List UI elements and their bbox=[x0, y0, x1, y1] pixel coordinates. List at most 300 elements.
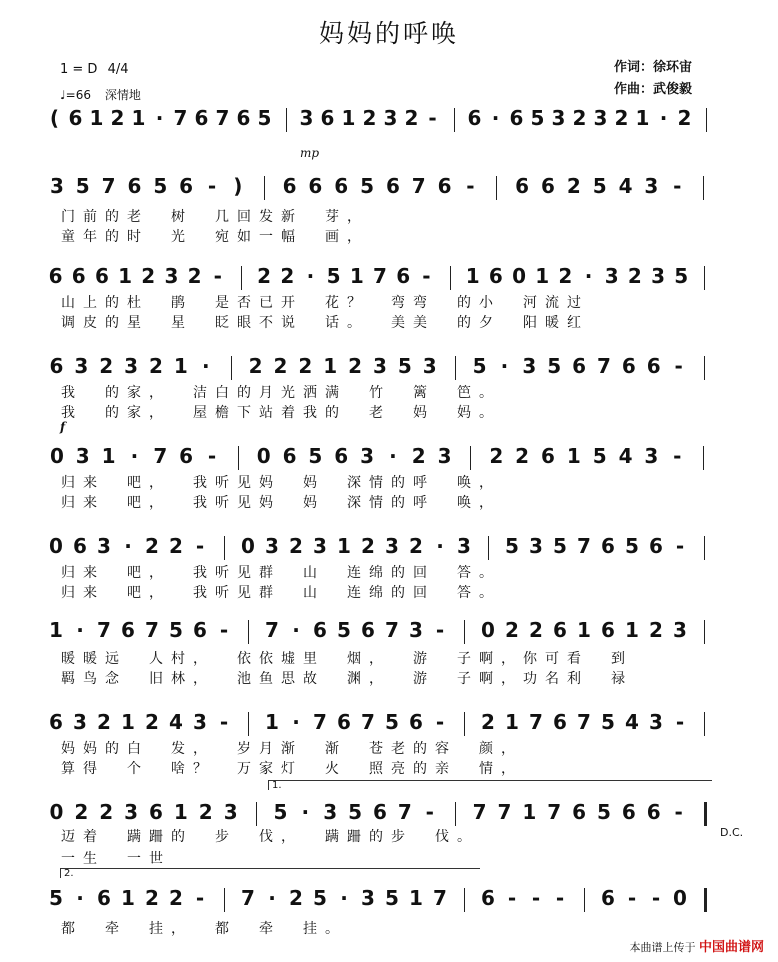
note: 7 bbox=[397, 800, 412, 824]
note: 2 bbox=[348, 354, 363, 378]
footer-brand: 中国曲谱网 bbox=[698, 940, 764, 955]
lyric-char: 家 bbox=[127, 405, 141, 421]
barline bbox=[450, 266, 451, 290]
note: · bbox=[292, 618, 300, 642]
lyric-char: ， bbox=[193, 671, 207, 687]
note: 6 bbox=[73, 534, 87, 558]
barline bbox=[488, 536, 489, 560]
barline bbox=[704, 712, 705, 736]
note: 2 bbox=[280, 264, 295, 288]
lyric-char: 的 bbox=[369, 829, 383, 845]
lyric-char: 白 bbox=[127, 741, 141, 757]
lyric-line bbox=[44, 918, 716, 936]
final-barline bbox=[704, 888, 707, 912]
note: - bbox=[651, 886, 661, 910]
note: 3 bbox=[457, 534, 471, 558]
note: 6 bbox=[572, 354, 587, 378]
lyric-char: 远 bbox=[105, 651, 119, 667]
barline bbox=[496, 176, 497, 200]
note: 1 bbox=[265, 710, 279, 734]
lyric-char: ， bbox=[149, 565, 163, 581]
lyric-char: 挂 bbox=[303, 921, 317, 937]
note: 6 bbox=[320, 106, 335, 130]
note: 1 bbox=[535, 264, 550, 288]
notation-row bbox=[44, 798, 716, 828]
note: 7 bbox=[577, 710, 591, 734]
lyric-char: 画 bbox=[325, 229, 339, 245]
lyric-char: 光 bbox=[171, 229, 185, 245]
lyric-char: 妈 bbox=[83, 741, 97, 757]
lyric-char: 幅 bbox=[281, 229, 295, 245]
lyric-char: 伐 bbox=[259, 829, 273, 845]
note: - bbox=[673, 174, 682, 198]
barline bbox=[248, 712, 249, 736]
lyric-char: 绵 bbox=[369, 565, 383, 581]
lyric-char: 家 bbox=[259, 761, 273, 777]
note: 3 bbox=[49, 174, 64, 198]
lyric-char: 一 bbox=[61, 851, 75, 867]
lyric-char: 照 bbox=[369, 761, 383, 777]
barline bbox=[703, 176, 704, 200]
composer-credit: 作曲：武俊毅 bbox=[614, 82, 693, 97]
note: 6 bbox=[334, 174, 349, 198]
note: 5 bbox=[308, 444, 323, 468]
lyric-char: 的 bbox=[457, 295, 471, 311]
note: 1 bbox=[118, 264, 133, 288]
note: 3 bbox=[313, 534, 327, 558]
notation-row bbox=[44, 442, 716, 472]
lyric-char: 妈 bbox=[259, 495, 273, 511]
lyric-char: 亮 bbox=[391, 761, 405, 777]
lyric-char: 的 bbox=[105, 741, 119, 757]
lyric-char: 我 bbox=[61, 405, 75, 421]
note: 6 bbox=[601, 534, 615, 558]
lyric-char: 看 bbox=[567, 651, 581, 667]
note: 2 bbox=[614, 106, 629, 130]
note: 0 bbox=[673, 886, 687, 910]
note: 6 bbox=[541, 174, 555, 198]
lyric-char: 故 bbox=[303, 671, 317, 687]
dynamic-mp: mp bbox=[300, 146, 320, 160]
lyric-char: 星 bbox=[127, 315, 141, 331]
lyric-char: 颜 bbox=[479, 741, 493, 757]
lyric-char: 不 bbox=[259, 315, 273, 331]
lyric-char: 深 bbox=[347, 475, 361, 491]
note: · bbox=[201, 354, 210, 378]
lyric-char: 回 bbox=[237, 209, 251, 225]
note: 1 bbox=[121, 886, 135, 910]
note: 5 bbox=[169, 618, 183, 642]
lyric-char: 得 bbox=[83, 761, 97, 777]
lyric-char: 。 bbox=[457, 829, 471, 845]
note: - bbox=[195, 534, 205, 558]
lyric-char: 灯 bbox=[281, 761, 295, 777]
note: 5 bbox=[505, 534, 519, 558]
dynamic-f: f bbox=[60, 420, 66, 434]
note: 6 bbox=[509, 106, 524, 130]
lyric-char: 牵 bbox=[105, 921, 119, 937]
note: 6 bbox=[313, 618, 327, 642]
lyric-char: 迈 bbox=[61, 829, 75, 845]
note: 6 bbox=[361, 618, 375, 642]
note: 0 bbox=[49, 800, 64, 824]
note: ) bbox=[233, 174, 243, 198]
lyric-char: 时 bbox=[127, 229, 141, 245]
lyric-char: ， bbox=[149, 585, 163, 601]
barline bbox=[464, 620, 465, 644]
lyric-char: 小 bbox=[479, 295, 493, 311]
lyric-char: 都 bbox=[215, 921, 229, 937]
note: - bbox=[213, 264, 222, 288]
note: 5 bbox=[674, 264, 689, 288]
lyric-char: 情 bbox=[369, 495, 383, 511]
note: 5 bbox=[547, 354, 562, 378]
lyric-char: 老 bbox=[391, 741, 405, 757]
lyric-char: 的 bbox=[105, 229, 119, 245]
lyric-char: 的 bbox=[413, 761, 427, 777]
lyric-char: 亲 bbox=[435, 761, 449, 777]
lyric-char: ， bbox=[501, 761, 515, 777]
lyric-char: 归 bbox=[61, 475, 75, 491]
note: - bbox=[673, 444, 682, 468]
note: 2 bbox=[505, 618, 519, 642]
note: 6 bbox=[541, 444, 555, 468]
note: · bbox=[584, 264, 593, 288]
lyric-char: 吧 bbox=[127, 475, 141, 491]
note: 6 bbox=[282, 444, 297, 468]
lyric-char: 的 bbox=[413, 741, 427, 757]
lyric-char: 子 bbox=[457, 671, 471, 687]
key-signature bbox=[60, 62, 129, 77]
lyric-line bbox=[44, 738, 716, 756]
lyric-char: 里 bbox=[303, 651, 317, 667]
note: 2 bbox=[169, 534, 183, 558]
note: 2 bbox=[481, 710, 495, 734]
barline bbox=[455, 802, 456, 826]
note: 2 bbox=[289, 886, 303, 910]
note: 6 bbox=[49, 710, 63, 734]
note: - bbox=[675, 710, 685, 734]
note: · bbox=[306, 264, 315, 288]
note: 1 bbox=[323, 354, 338, 378]
barline bbox=[224, 888, 225, 912]
lyric-line bbox=[44, 402, 716, 420]
lyric-char: 着 bbox=[83, 829, 97, 845]
note: - bbox=[207, 174, 217, 198]
lyric-char: 笆 bbox=[457, 385, 471, 401]
lyric-char: 夕 bbox=[479, 315, 493, 331]
note: 2 bbox=[257, 264, 272, 288]
note: 3 bbox=[651, 264, 666, 288]
barline bbox=[454, 108, 455, 132]
lyric-char: 岁 bbox=[237, 741, 251, 757]
note: 4 bbox=[169, 710, 183, 734]
lyric-char: ， bbox=[369, 671, 383, 687]
note: 3 bbox=[360, 444, 375, 468]
note: 3 bbox=[422, 354, 437, 378]
note: 2 bbox=[649, 618, 663, 642]
lyric-char: 满 bbox=[325, 385, 339, 401]
note: 7 bbox=[173, 106, 188, 130]
note: 2 bbox=[273, 354, 288, 378]
lyric-char: 山 bbox=[303, 565, 317, 581]
note: 6 bbox=[149, 800, 163, 824]
lyric-char: 连 bbox=[347, 565, 361, 581]
lyric-line bbox=[44, 758, 716, 776]
lyric-char: ， bbox=[171, 921, 185, 937]
lyric-char: 芽 bbox=[325, 209, 339, 225]
note: 6 bbox=[572, 800, 587, 824]
lyric-char: 归 bbox=[61, 495, 75, 511]
lyric-char: 红 bbox=[567, 315, 581, 331]
note: 6 bbox=[49, 354, 64, 378]
lyric-char: 深 bbox=[347, 495, 361, 511]
lyric-char: 说 bbox=[281, 315, 295, 331]
note: - bbox=[422, 264, 431, 288]
lyric-char: 人 bbox=[149, 651, 163, 667]
lyric-char: 归 bbox=[61, 585, 75, 601]
note: 5 bbox=[348, 800, 363, 824]
lyric-char: 发 bbox=[171, 741, 185, 757]
lyric-char: 依 bbox=[259, 651, 273, 667]
lyric-char: 的 bbox=[171, 829, 185, 845]
lyric-char: 世 bbox=[149, 851, 163, 867]
lyric-char: 万 bbox=[237, 761, 251, 777]
note: 7 bbox=[313, 710, 327, 734]
note: 3 bbox=[604, 264, 619, 288]
note: · bbox=[491, 106, 500, 130]
note: 2 bbox=[627, 264, 642, 288]
lyric-char: 群 bbox=[259, 565, 273, 581]
lyric-char: 挂 bbox=[149, 921, 163, 937]
lyric-char: 名 bbox=[545, 671, 559, 687]
dc-mark: D.C. bbox=[720, 826, 744, 839]
note: 5 bbox=[592, 444, 607, 468]
lyric-char: 话 bbox=[325, 315, 339, 331]
lyric-char: 容 bbox=[435, 741, 449, 757]
notation-row bbox=[44, 616, 716, 646]
note: 2 bbox=[187, 264, 202, 288]
lyric-char: 回 bbox=[413, 585, 427, 601]
note: 0 bbox=[512, 264, 526, 288]
note: - bbox=[674, 354, 683, 378]
note: 0 bbox=[241, 534, 255, 558]
note: 2 bbox=[298, 354, 313, 378]
note: 1 bbox=[173, 800, 188, 824]
lyric-char: 调 bbox=[61, 315, 75, 331]
note: 3 bbox=[383, 106, 398, 130]
lyric-char: ， bbox=[281, 829, 295, 845]
note: 1 bbox=[173, 354, 188, 378]
lyric-char: 听 bbox=[215, 585, 229, 601]
lyric-char: 老 bbox=[369, 405, 383, 421]
barline bbox=[231, 356, 232, 380]
final-barline bbox=[704, 802, 707, 826]
note: 5 bbox=[273, 800, 288, 824]
note: 3 bbox=[97, 534, 111, 558]
note: - bbox=[531, 886, 541, 910]
note: 5 bbox=[592, 174, 607, 198]
lyric-char: 绵 bbox=[369, 585, 383, 601]
lyric-char: 的 bbox=[105, 209, 119, 225]
barline bbox=[286, 108, 287, 132]
barline bbox=[238, 446, 239, 470]
lyric-char: 蹒 bbox=[325, 829, 339, 845]
note: 7 bbox=[241, 886, 255, 910]
note: 6 bbox=[121, 618, 135, 642]
lyric-char: 是 bbox=[215, 295, 229, 311]
lyric-char: 旧 bbox=[149, 671, 163, 687]
lyric-char: 唤 bbox=[457, 495, 471, 511]
note: 3 bbox=[124, 354, 139, 378]
note: 2 bbox=[169, 886, 183, 910]
note: 7 bbox=[153, 444, 168, 468]
note: 5 bbox=[553, 534, 567, 558]
lyric-char: 都 bbox=[61, 921, 75, 937]
note: 1 bbox=[101, 444, 116, 468]
lyric-char: 羁 bbox=[61, 671, 75, 687]
lyric-char: 的 bbox=[105, 385, 119, 401]
lyric-char: 着 bbox=[281, 405, 295, 421]
notation-row bbox=[44, 532, 716, 562]
lyric-char: 的 bbox=[391, 495, 405, 511]
lyric-char: 。 bbox=[479, 565, 493, 581]
note: 7 bbox=[529, 710, 543, 734]
note: 7 bbox=[497, 800, 512, 824]
lyric-line bbox=[44, 668, 716, 686]
lyricist-credit: 作词：徐环宙 bbox=[614, 60, 693, 75]
lyric-char: 答 bbox=[457, 565, 471, 581]
lyric-char: 月 bbox=[259, 741, 273, 757]
key-label: 1 = D bbox=[60, 62, 98, 77]
lyric-char: ， bbox=[193, 741, 207, 757]
note: - bbox=[627, 886, 637, 910]
lyric-char: 。 bbox=[479, 585, 493, 601]
lyric-char: 一 bbox=[127, 851, 141, 867]
lyric-char: 弯 bbox=[391, 295, 405, 311]
lyric-char: 几 bbox=[215, 209, 229, 225]
note: 3 bbox=[73, 710, 87, 734]
lyric-char: ， bbox=[347, 209, 361, 225]
note: 2 bbox=[289, 534, 303, 558]
notation-row bbox=[44, 884, 716, 914]
lyric-char: 前 bbox=[83, 209, 97, 225]
note: 6 bbox=[385, 174, 400, 198]
lyric-char: 来 bbox=[83, 495, 97, 511]
notation-row bbox=[44, 104, 716, 134]
lyric-char: 暖 bbox=[545, 315, 559, 331]
note: 3 bbox=[551, 106, 566, 130]
note: 6 bbox=[646, 354, 661, 378]
lyric-char: 我 bbox=[61, 385, 75, 401]
note: 5 bbox=[153, 174, 168, 198]
lyric-char: 光 bbox=[281, 385, 295, 401]
lyric-char: 渐 bbox=[325, 741, 339, 757]
lyric-char: 鱼 bbox=[259, 671, 273, 687]
lyric-char: 个 bbox=[127, 761, 141, 777]
note: 6 bbox=[409, 710, 423, 734]
note: 6 bbox=[553, 710, 567, 734]
lyric-char: 河 bbox=[523, 295, 537, 311]
lyric-char: ， bbox=[369, 651, 383, 667]
note: 1 bbox=[131, 106, 146, 130]
note: 3 bbox=[385, 534, 399, 558]
lyric-char: 皮 bbox=[83, 315, 97, 331]
lyric-char: 妈 bbox=[413, 405, 427, 421]
lyric-char: 我 bbox=[193, 475, 207, 491]
note: 2 bbox=[515, 444, 530, 468]
lyric-line bbox=[44, 206, 716, 224]
note: 5 bbox=[385, 886, 399, 910]
note: 6 bbox=[71, 264, 86, 288]
barline bbox=[704, 620, 705, 644]
lyric-char: 鹃 bbox=[171, 295, 185, 311]
lyric-char: 见 bbox=[237, 585, 251, 601]
note: 3 bbox=[265, 534, 279, 558]
lyric-char: 听 bbox=[215, 475, 229, 491]
lyric-char: 功 bbox=[523, 671, 537, 687]
note: 1 bbox=[409, 886, 423, 910]
note: 5 bbox=[257, 106, 272, 130]
note: 6 bbox=[94, 264, 109, 288]
note: 3 bbox=[373, 354, 387, 378]
note: 0 bbox=[481, 618, 495, 642]
notation-row bbox=[44, 352, 716, 382]
note: 2 bbox=[248, 354, 263, 378]
note: 6 bbox=[127, 174, 142, 198]
lyric-char: 吧 bbox=[127, 495, 141, 511]
lyric-char: 阳 bbox=[523, 315, 537, 331]
note: 7 bbox=[97, 618, 111, 642]
note: - bbox=[428, 106, 437, 130]
volta-2-label: 2. bbox=[64, 868, 74, 879]
lyric-char: 洒 bbox=[303, 385, 317, 401]
note: 0 bbox=[256, 444, 271, 468]
lyric-char: 唤 bbox=[457, 475, 471, 491]
lyric-char: 子 bbox=[457, 651, 471, 667]
note: 4 bbox=[618, 174, 633, 198]
note: 7 bbox=[385, 618, 399, 642]
lyric-char: ， bbox=[501, 651, 515, 667]
note: 2 bbox=[145, 710, 159, 734]
lyric-char: 情 bbox=[369, 475, 383, 491]
note: 1 bbox=[566, 444, 581, 468]
lyric-char: 的 bbox=[391, 565, 405, 581]
footer-text: 本曲谱上传于 bbox=[629, 941, 696, 954]
note: · bbox=[292, 710, 300, 734]
note: 7 bbox=[597, 354, 611, 378]
lyric-char: ， bbox=[347, 229, 361, 245]
lyric-char: 屋 bbox=[193, 405, 207, 421]
note: - bbox=[555, 886, 565, 910]
lyric-char: 牵 bbox=[259, 921, 273, 937]
lyric-char: 烟 bbox=[347, 651, 361, 667]
note: 2 bbox=[99, 354, 114, 378]
note: 2 bbox=[558, 264, 573, 288]
lyric-line bbox=[44, 826, 716, 844]
note: · bbox=[500, 354, 509, 378]
barline bbox=[241, 266, 242, 290]
note: - bbox=[674, 800, 683, 824]
lyric-char: 归 bbox=[61, 565, 75, 581]
note: 1 bbox=[341, 106, 356, 130]
lyric-char: 算 bbox=[61, 761, 75, 777]
note: 6 bbox=[621, 800, 636, 824]
lyric-line bbox=[44, 562, 716, 580]
lyric-char: 渊 bbox=[347, 671, 361, 687]
lyric-char: 童 bbox=[61, 229, 75, 245]
note: 1 bbox=[577, 618, 591, 642]
